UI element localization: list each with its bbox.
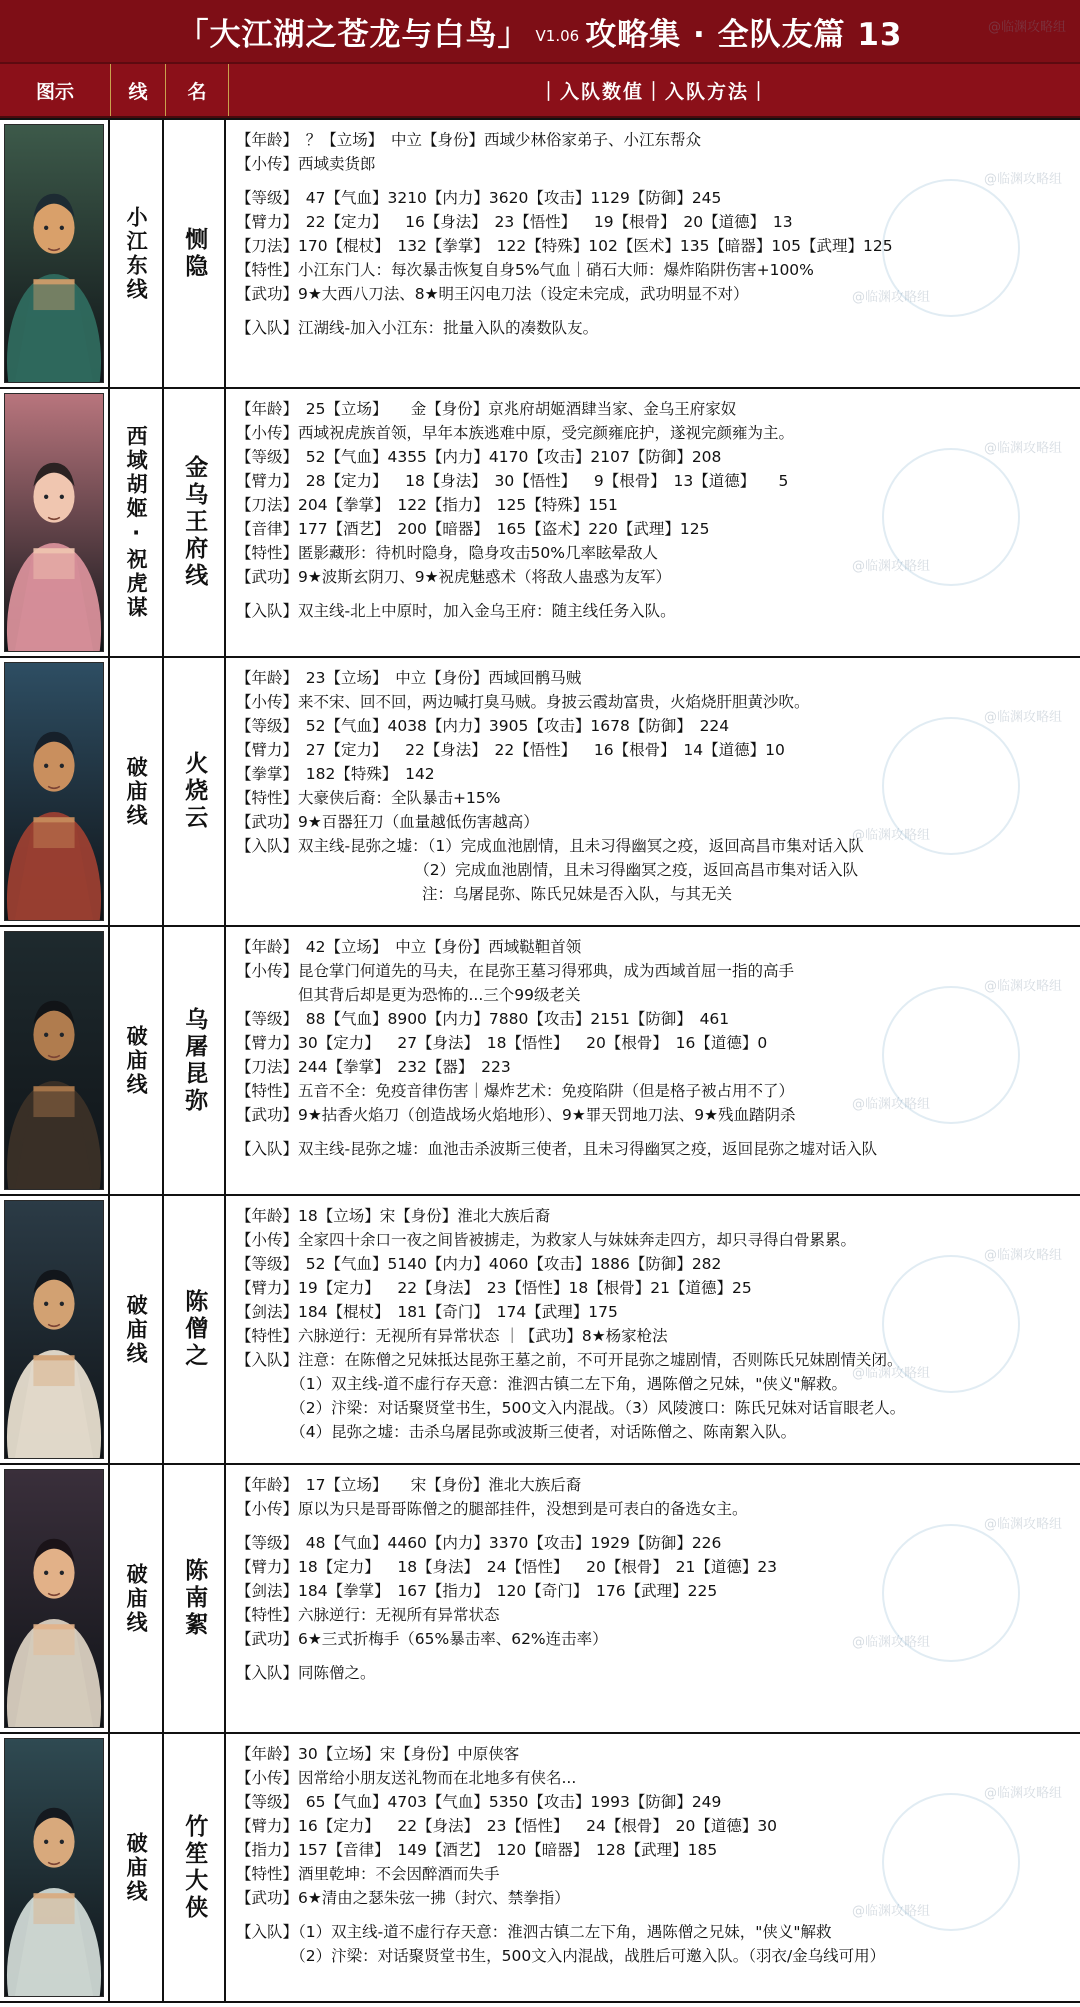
info-line: 【入队】双主线-昆弥之墟：（1）完成血池剧情，且未习得幽冥之疫，返回高昌市集对话入队 <box>236 837 864 856</box>
name-cell <box>164 658 226 925</box>
character-line: 破庙线 <box>124 755 149 828</box>
info-line: 【武功】9★拈香火焰刀（创造战场火焰地形）、9★罪天罚地刀法、9★残血踏阴杀 <box>236 1106 796 1125</box>
info-cell <box>226 1196 1080 1463</box>
character-line: 破庙线 <box>124 1562 149 1635</box>
name-cell <box>164 389 226 656</box>
line-cell <box>110 1196 164 1463</box>
info-line: 【臂力】 27【定力】 22【身法】 22【悟性】 16【根骨】 14【道德】10 <box>236 741 785 760</box>
info-cell <box>226 1734 1080 2001</box>
character-line: 破庙线 <box>124 1293 149 1366</box>
character-line: 西域胡姬·祝虎谋 <box>124 425 149 620</box>
name-cell <box>164 927 226 1194</box>
info-line: 【特性】六脉逆行：无视所有异常状态 ｜【武功】8★杨家枪法 <box>236 1327 668 1346</box>
portrait-cell[interactable] <box>0 927 110 1194</box>
header-col-name: 名 <box>166 64 229 116</box>
character-name: 火烧云 <box>181 751 208 832</box>
info-line: 【武功】9★百器狂刀（血量越低伤害越高） <box>236 813 539 832</box>
info-line: 【指力】157【音律】 149【酒艺】 120【暗器】 128【武理】185 <box>236 1841 718 1860</box>
character-table <box>0 118 1080 2003</box>
info-cell <box>226 120 1080 387</box>
watermark: @临渊攻略组 <box>851 290 930 305</box>
table-row <box>0 1465 1080 1734</box>
name-cell <box>164 1734 226 2001</box>
info-line: 【臂力】 28【定力】 18【身法】 30【悟性】 9【根骨】 13【道德】 5 <box>236 472 789 491</box>
info-line: 【年龄】30【立场】宋【身份】中原侠客 <box>236 1745 520 1763</box>
character-name: 金乌王府线 <box>181 455 208 590</box>
watermark: @临渊攻略组 <box>851 1097 930 1112</box>
info-line: 【武功】6★三式折梅手（65%暴击率、62%连击率） <box>236 1630 608 1649</box>
info-line: 【臂力】30【定力】 27【身法】 18【悟性】 20【根骨】 16【道德】0 <box>236 1034 768 1053</box>
info-cell <box>226 658 1080 925</box>
table-row <box>0 120 1080 389</box>
watermark: @临渊攻略组 <box>987 20 1066 35</box>
info-line: 【等级】 65【气血】4703【气血】5350【攻击】1993【防御】249 <box>236 1793 722 1812</box>
info-line: 【等级】 88【气血】8900【内力】7880【攻击】2151【防御】 461 <box>236 1010 730 1029</box>
character-name: 竹笙大侠 <box>181 1813 208 1922</box>
portrait-cell[interactable] <box>0 1734 110 2001</box>
info-line-blank <box>236 1910 1070 1920</box>
line-cell <box>110 1465 164 1732</box>
info-line: 【入队】同陈僧之。 <box>236 1664 376 1683</box>
watermark: @临渊攻略组 <box>983 1248 1062 1263</box>
info-line: 【特性】匿影藏形：待机时隐身，隐身攻击50%几率眩晕敌人 <box>236 544 658 563</box>
info-line: 【特性】小江东门人：每次暴击恢复自身5%气血｜硝石大师：爆炸陷阱伤害+100% <box>236 261 814 280</box>
line-cell <box>110 120 164 387</box>
info-line: 【等级】 52【气血】4355【内力】4170【攻击】2107【防御】208 <box>236 448 722 467</box>
info-line: 【特性】六脉逆行：无视所有异常状态 <box>236 1606 500 1625</box>
info-line-blank <box>236 306 1070 316</box>
page-title-left: 「大江湖之苍龙与白鸟」 <box>177 16 530 53</box>
info-line: 【剑法】184【拳掌】 167【指力】 120【奇门】 176【武理】225 <box>236 1582 718 1601</box>
character-name: 乌屠昆弥 <box>181 1006 208 1115</box>
info-line: 注：乌屠昆弥、陈氏兄妹是否入队，与其无关 <box>236 885 733 904</box>
info-line: 【入队】江湖线-加入小江东：批量入队的凑数队友。 <box>236 319 599 338</box>
info-line-blank <box>236 1521 1070 1531</box>
info-line-blank <box>236 1651 1070 1661</box>
info-line: （1）双主线-道不虚行存天意：淮泗古镇二左下角，遇陈僧之兄妹，"侠义"解救。 <box>236 1375 847 1394</box>
table-row <box>0 1734 1080 2003</box>
watermark: @临渊攻略组 <box>851 1904 930 1919</box>
page-title-right: 攻略集 · 全队友篇 13 <box>585 16 903 53</box>
info-line: 【武功】9★波斯玄阴刀、9★祝虎魅惑术（将敌人蛊惑为友军） <box>236 568 672 587</box>
watermark: @临渊攻略组 <box>851 1366 930 1381</box>
line-cell <box>110 1734 164 2001</box>
character-portrait <box>4 1469 104 1728</box>
character-portrait <box>4 393 104 652</box>
watermark: @临渊攻略组 <box>851 828 930 843</box>
info-line: 【入队】（1）双主线-道不虚行存天意：淮泗古镇二左下角，遇陈僧之兄妹，"侠义"解救 <box>236 1923 832 1942</box>
header-col-image: 图示 <box>0 64 111 116</box>
header-col-info: ｜入队数值｜入队方法｜ <box>538 80 770 103</box>
info-line: 【年龄】18【立场】宋【身份】淮北大族后裔 <box>236 1207 551 1225</box>
table-row <box>0 927 1080 1196</box>
info-line: 【等级】 52【气血】5140【内力】4060【攻击】1886【防御】282 <box>236 1255 722 1274</box>
info-line: 【等级】 47【气血】3210【内力】3620【攻击】1129【防御】245 <box>236 189 722 208</box>
info-line: 【小传】全家四十余口一夜之间皆被掳走，为救家人与妹妹奔走四方，却只寻得白骨累累。 <box>236 1231 857 1250</box>
character-name: 陈僧之 <box>181 1289 208 1370</box>
info-line: 【刀法】170【棍杖】 132【拳掌】 122【特殊】102【医术】135【暗器】105【武理】125 <box>236 237 893 256</box>
watermark: @临渊攻略组 <box>983 1786 1062 1801</box>
watermark: @临渊攻略组 <box>983 710 1062 725</box>
info-line: 【臂力】 22【定力】 16【身法】 23【悟性】 19【根骨】 20【道德】 13 <box>236 213 793 232</box>
info-line: 【年龄】 23【立场】 中立【身份】西域回鹘马贼 <box>236 669 582 687</box>
name-cell <box>164 1196 226 1463</box>
name-cell <box>164 120 226 387</box>
character-portrait <box>4 662 104 921</box>
info-line: 【特性】大豪侠后裔：全队暴击+15% <box>236 789 501 808</box>
info-line: （2）汴梁：对话聚贤堂书生，500文入内混战，战胜后可邀入队。（羽衣/金乌线可用） <box>236 1947 886 1966</box>
info-line: （4）昆弥之墟：击杀乌屠昆弥或波斯三使者，对话陈僧之、陈南絮入队。 <box>236 1423 797 1442</box>
character-name: 陈南絮 <box>181 1558 208 1639</box>
info-line: 【等级】 48【气血】4460【内力】3370【攻击】1929【防御】226 <box>236 1534 722 1553</box>
character-portrait <box>4 931 104 1190</box>
info-line: 【年龄】 25【立场】 金【身份】京兆府胡姬酒肆当家、金乌王府家奴 <box>236 400 737 418</box>
info-cell <box>226 927 1080 1194</box>
portrait-cell[interactable] <box>0 1465 110 1732</box>
info-line: 【剑法】184【棍杖】 181【奇门】 174【武理】175 <box>236 1303 618 1322</box>
info-line: 【年龄】 42【立场】 中立【身份】西域鞑靼首领 <box>236 938 582 956</box>
watermark: @临渊攻略组 <box>983 979 1062 994</box>
info-line: 【小传】西域祝虎族首领，早年本族逃难中原，受完颜雍庇护，遂视完颜雍为主。 <box>236 424 795 443</box>
line-cell <box>110 927 164 1194</box>
header-col-line: 线 <box>111 64 166 116</box>
character-line: 破庙线 <box>124 1024 149 1097</box>
info-line: 【刀法】244【拳掌】 232【器】 223 <box>236 1058 511 1077</box>
info-line: 【入队】双主线-北上中原时，加入金乌王府：随主线任务入队。 <box>236 602 676 621</box>
watermark: @临渊攻略组 <box>983 1517 1062 1532</box>
info-line: 【臂力】19【定力】 22【身法】 23【悟性】18【根骨】21【道德】25 <box>236 1279 752 1298</box>
page-title-bar <box>0 0 1080 64</box>
table-row <box>0 389 1080 658</box>
info-line: 【音律】177【酒艺】 200【暗器】 165【盗术】220【武理】125 <box>236 520 710 539</box>
watermark: @临渊攻略组 <box>983 172 1062 187</box>
watermark: @临渊攻略组 <box>983 441 1062 456</box>
info-line: 【小传】西域卖货郎 <box>236 155 376 174</box>
character-portrait <box>4 1200 104 1459</box>
character-line: 破庙线 <box>124 1831 149 1904</box>
info-line: 【年龄】 ？【立场】 中立【身份】西域少林俗家弟子、小江东帮众 <box>236 131 702 149</box>
portrait-cell[interactable] <box>0 120 110 387</box>
info-line-blank <box>236 176 1070 186</box>
portrait-cell[interactable] <box>0 1196 110 1463</box>
character-name: 恻隐 <box>181 226 208 281</box>
name-cell <box>164 1465 226 1732</box>
info-line: 【臂力】16【定力】 22【身法】 23【悟性】 24【根骨】 20【道德】30 <box>236 1817 778 1836</box>
info-cell <box>226 1465 1080 1732</box>
info-cell <box>226 389 1080 656</box>
character-line: 小江东线 <box>124 205 149 302</box>
info-line: 【等级】 52【气血】4038【内力】3905【攻击】1678【防御】 224 <box>236 717 730 736</box>
watermark: @临渊攻略组 <box>851 1635 930 1650</box>
character-portrait <box>4 124 104 383</box>
table-row <box>0 1196 1080 1465</box>
info-line: 【年龄】 17【立场】 宋【身份】淮北大族后裔 <box>236 1476 582 1494</box>
info-line: 但其背后却是更为恐怖的...三个99级老关 <box>236 986 581 1005</box>
info-line: （2）完成血池剧情，且未习得幽冥之疫，返回高昌市集对话入队 <box>236 861 859 880</box>
info-line: （2）汴梁：对话聚贤堂书生，500文入内混战。（3）风陵渡口：陈氏兄妹对话盲眼老人。 <box>236 1399 906 1418</box>
info-line: 【小传】因常给小朋友送礼物而在北地多有侠名... <box>236 1769 577 1788</box>
info-line: 【小传】原以为只是哥哥陈僧之的腿部挂件，没想到是可表白的备选女主。 <box>236 1500 748 1519</box>
line-cell <box>110 658 164 925</box>
page-title-version: V1.06 <box>535 27 580 45</box>
page-title <box>178 9 903 54</box>
character-portrait <box>4 1738 104 1997</box>
info-line: 【刀法】204【拳掌】 122【指力】 125【特殊】151 <box>236 496 618 515</box>
info-line: 【入队】注意：在陈僧之兄妹抵达昆弥王墓之前，不可开昆弥之墟剧情，否则陈氏兄妹剧情关闭。 <box>236 1351 903 1370</box>
info-line: 【武功】9★大西八刀法、8★明王闪电刀法（设定未完成，武功明显不对） <box>236 285 749 304</box>
table-row <box>0 658 1080 927</box>
portrait-cell[interactable] <box>0 389 110 656</box>
watermark: @临渊攻略组 <box>851 559 930 574</box>
line-cell <box>110 389 164 656</box>
info-line: 【臂力】18【定力】 18【身法】 24【悟性】 20【根骨】 21【道德】23 <box>236 1558 778 1577</box>
info-line: 【特性】酒里乾坤：不会因醉酒而失手 <box>236 1865 500 1884</box>
info-line: 【入队】双主线-昆弥之墟：血池击杀波斯三使者，且未习得幽冥之疫，返回昆弥之墟对话入队 <box>236 1140 878 1159</box>
info-line: 【拳掌】 182【特殊】 142 <box>236 765 435 784</box>
portrait-cell[interactable] <box>0 658 110 925</box>
info-line: 【小传】来不宋、回不回，两边喊打臭马贼。身披云霞劫富贵，火焰烧肝胆黄沙吹。 <box>236 693 810 712</box>
info-line: 【武功】6★清由之瑟朱弦一拂（封穴、禁拳指） <box>236 1889 570 1908</box>
info-line-blank <box>236 589 1070 599</box>
info-line: 【特性】五音不全：免疫音律伤害｜爆炸艺术：免疫陷阱（但是格子被占用不了） <box>236 1082 795 1101</box>
info-line-blank <box>236 1127 1070 1137</box>
info-line: 【小传】昆仓掌门何道先的马夫，在昆弥王墓习得邪典，成为西域首屈一指的高手 <box>236 962 795 981</box>
